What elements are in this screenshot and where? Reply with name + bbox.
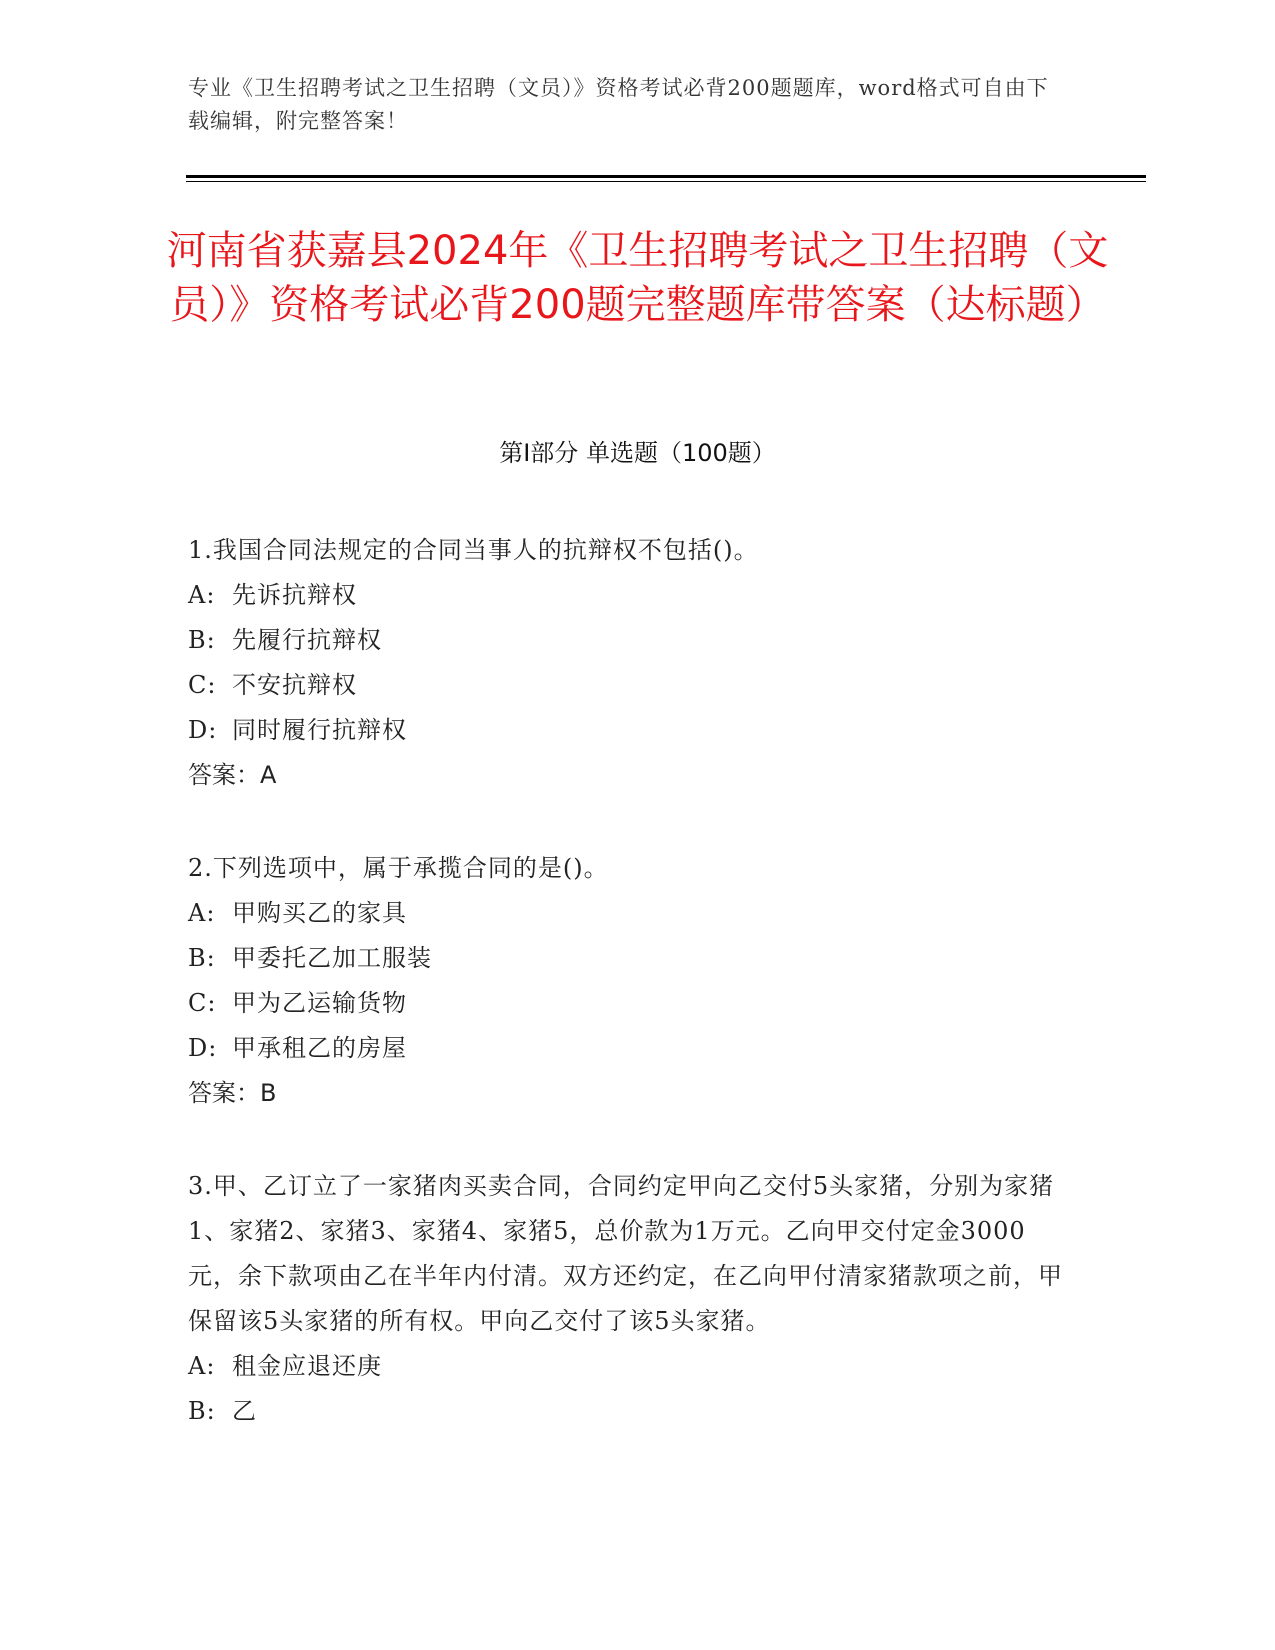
answer: 答案：A [188,761,277,789]
option-b [188,936,1068,981]
option-text: 甲为乙运输货物 [232,989,407,1017]
option-b [188,618,1068,663]
option-text: 租金应退还庚 [232,1352,382,1380]
question-1 [188,528,1068,798]
option-letter: B: [188,626,216,654]
option-text: 甲购买乙的家具 [232,899,407,927]
option-c [188,663,1068,708]
option-text: 先履行抗辩权 [232,626,382,654]
option-letter: D: [188,1034,218,1062]
question-2 [188,846,1068,1116]
option-letter: A: [188,581,216,609]
header-rule-thick [186,175,1146,178]
option-a [188,1344,1068,1389]
option-letter: C: [188,671,217,699]
option-letter: C: [188,989,217,1017]
option-text: 不安抗辩权 [232,671,357,699]
question-list [188,528,1068,1482]
header-note: 专业《卫生招聘考试之卫生招聘（文员）》资格考试必背200题题库，word格式可自由下载编辑，附完整答案！ [188,76,1049,133]
section-heading: 第Ⅰ部分 单选题（100题） [499,439,776,467]
option-letter: B: [188,944,216,972]
option-d [188,708,1068,753]
option-letter: B: [188,1397,216,1425]
option-b [188,1389,1068,1434]
option-a [188,573,1068,618]
option-c [188,981,1068,1026]
question-stem: 1.我国合同法规定的合同当事人的抗辩权不包括()。 [188,536,759,564]
option-letter: A: [188,899,216,927]
option-text: 甲委托乙加工服装 [232,944,432,972]
document-title: 河南省获嘉县2024年《卫生招聘考试之卫生招聘（文员）》资格考试必背200题完整题库带答案（达标题） [166,228,1109,328]
option-text: 先诉抗辩权 [232,581,357,609]
question-3 [188,1164,1068,1434]
option-d [188,1026,1068,1071]
header-rule-thin [186,181,1146,182]
option-text: 甲承租乙的房屋 [232,1034,407,1062]
option-letter: A: [188,1352,216,1380]
option-text: 乙 [232,1397,257,1425]
answer: 答案：B [188,1079,277,1107]
question-stem: 2.下列选项中，属于承揽合同的是()。 [188,854,609,882]
question-stem: 3.甲、乙订立了一家猪肉买卖合同，合同约定甲向乙交付5头家猪，分别为家猪1、家猪2、家猪3、家猪4、家猪5，总价款为1万元。乙向甲交付定金3000元，余下款项由乙在半年内付清。双方还约定，在乙向甲付清家猪款项之前，甲保留该5头家猪的所有权。甲向乙交付了该5头家猪。 [188,1172,1063,1335]
option-letter: D: [188,716,218,744]
option-a [188,891,1068,936]
option-text: 同时履行抗辩权 [232,716,407,744]
